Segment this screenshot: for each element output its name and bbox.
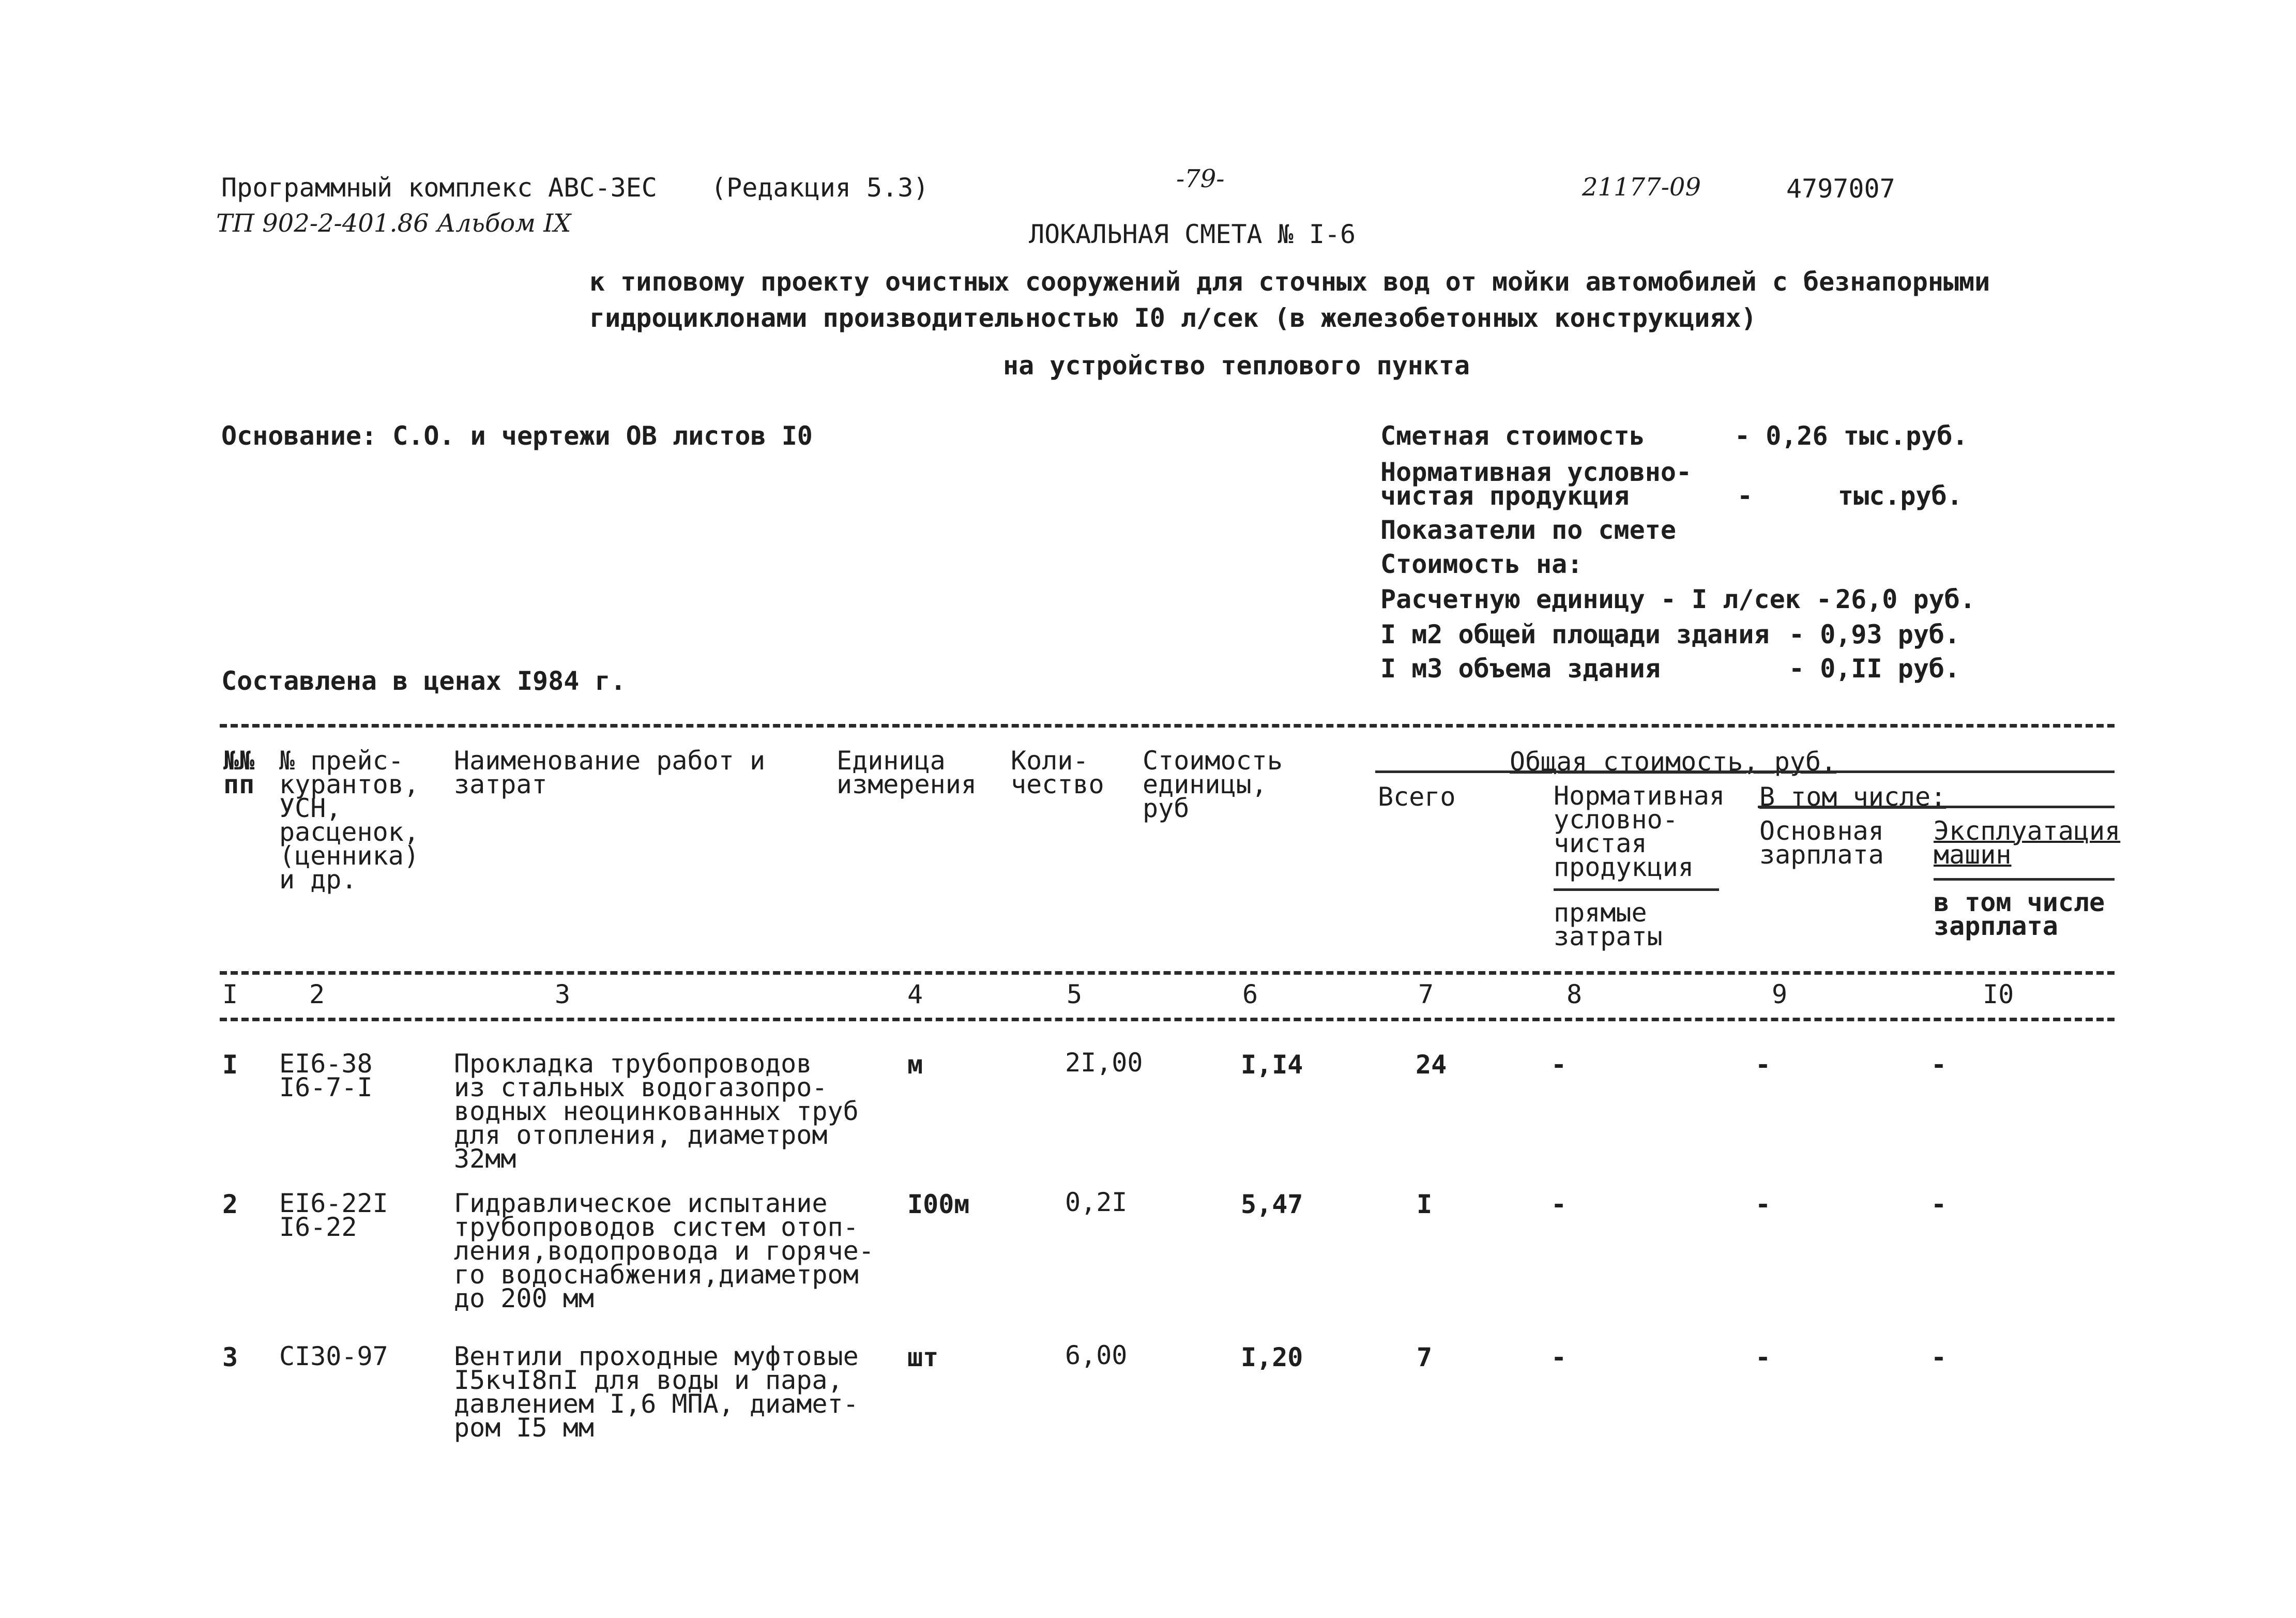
- colnum-1: I: [222, 979, 238, 1009]
- row-unit-price: I,20: [1241, 1342, 1303, 1372]
- row-number: 2: [222, 1189, 238, 1219]
- colnum-bottom-divider: [220, 1018, 2115, 1021]
- header-col-9: Основная зарплата: [1759, 816, 1884, 870]
- unit-cost-value: 26,0 руб.: [1835, 584, 1975, 614]
- colnum-5: 5: [1067, 979, 1083, 1009]
- row-code: ЕI6-38 I6-7-I: [279, 1049, 373, 1102]
- subtitle-line-1: к типовому проекту очистных сооружений для сточных вод от мойки автомобилей с безнапорными: [589, 267, 1990, 297]
- norm-unit: тыс.руб.: [1838, 481, 1963, 511]
- header-col-3: Наименование работ и затрат: [454, 746, 766, 799]
- colnum-7: 7: [1418, 979, 1434, 1009]
- indicators-label: Показатели по смете: [1380, 515, 1676, 545]
- header-col-4: Единица измерения: [837, 746, 977, 799]
- price-year: Составлена в ценах I984 г.: [221, 666, 626, 696]
- row-unit-price: I,I4: [1241, 1050, 1303, 1080]
- row-col9: -: [1755, 1189, 1771, 1219]
- header-col-10-rule: [1934, 878, 2115, 881]
- norm-label-1: Нормативная условно-: [1380, 457, 1692, 487]
- header-included-rule: [1758, 806, 2115, 808]
- colnum-9: 9: [1772, 979, 1788, 1009]
- header-col-7: Всего: [1378, 782, 1456, 812]
- row-col8: -: [1551, 1050, 1567, 1080]
- cost-label: Сметная стоимость: [1380, 421, 1645, 451]
- row-col9: -: [1755, 1050, 1771, 1080]
- row-col10: -: [1931, 1189, 1947, 1219]
- handwritten-code: 21177-09: [1582, 173, 1701, 202]
- row-total: 24: [1416, 1050, 1447, 1080]
- album-handwritten: ТП 902-2-401.86 Альбом IX: [216, 209, 571, 238]
- row-unit: м: [907, 1050, 923, 1080]
- colnum-3: 3: [555, 979, 571, 1009]
- header-total-group: Общая стоимость, руб.: [1510, 747, 1837, 777]
- edition: (Редакция 5.3): [711, 173, 929, 203]
- table-top-divider: [220, 724, 2115, 728]
- row-number: 3: [222, 1342, 238, 1372]
- area-cost-label: I м2 общей площади здания: [1380, 619, 1770, 649]
- row-col10: -: [1931, 1342, 1947, 1372]
- row-quantity: 0,2I: [1065, 1187, 1128, 1217]
- row-name: Прокладка трубопроводов из стальных водогазопро- водных неоцинкованных труб для отопления, диаметром 32мм: [454, 1049, 859, 1174]
- row-number: I: [222, 1050, 238, 1080]
- page-number: -79-: [1176, 164, 1225, 193]
- row-unit: шт: [907, 1342, 939, 1372]
- document-number: 4797007: [1786, 174, 1895, 204]
- header-col-8b: прямые затраты: [1554, 898, 1663, 951]
- colnum-6: 6: [1242, 979, 1258, 1009]
- area-cost-value: - 0,93 руб.: [1789, 619, 1960, 649]
- volume-cost-label: I м3 объема здания: [1380, 654, 1661, 684]
- basis-text: Основание: С.О. и чертежи ОВ листов I0: [221, 421, 813, 451]
- row-col8: -: [1551, 1342, 1567, 1372]
- header-col-10: Эксплуатация машин: [1934, 816, 2121, 870]
- program-name: Программный комплекс АВС-3ЕС: [221, 173, 657, 203]
- header-col-10b: в том числе зарплата: [1934, 887, 2105, 941]
- header-col-1: №№ пп: [223, 746, 255, 799]
- row-quantity: 6,00: [1065, 1340, 1128, 1370]
- row-unit-price: 5,47: [1241, 1189, 1303, 1219]
- header-col-8-rule: [1554, 888, 1719, 891]
- colnum-4: 4: [907, 979, 923, 1009]
- header-col-2: № прейс- курантов, УСН, расценок, (ценника) и др.: [279, 746, 419, 895]
- header-col-8: Нормативная условно- чистая продукция: [1554, 781, 1725, 882]
- row-unit: I00м: [907, 1189, 970, 1219]
- header-total-rule: [1375, 770, 2115, 773]
- norm-label-2: чистая продукция: [1380, 481, 1630, 511]
- colnum-2: 2: [309, 979, 325, 1009]
- header-col-5: Коли- чество: [1011, 746, 1104, 799]
- row-code: ЕI6-22I I6-22: [279, 1188, 388, 1242]
- estimate-title: ЛОКАЛЬНАЯ СМЕТА № I-6: [1029, 219, 1356, 249]
- subtitle-line-2: гидроциклонами производительностью I0 л/сек (в железобетонных конструкциях): [589, 303, 1757, 333]
- subtitle-line-3: на устройство теплового пункта: [1003, 351, 1470, 381]
- row-col9: -: [1755, 1342, 1771, 1372]
- header-included: В том числе:: [1759, 782, 1947, 812]
- cost-per-label: Стоимость на:: [1380, 549, 1583, 579]
- row-total: 7: [1417, 1342, 1433, 1372]
- colnum-10: I0: [1983, 979, 2014, 1009]
- row-quantity: 2I,00: [1065, 1048, 1143, 1078]
- cost-value: - 0,26 тыс.руб.: [1735, 421, 1968, 451]
- unit-cost-label: Расчетную единицу - I л/сек -: [1380, 584, 1832, 614]
- colnum-top-divider: [220, 971, 2115, 975]
- colnum-8: 8: [1567, 979, 1583, 1009]
- row-col8: -: [1551, 1189, 1567, 1219]
- header-col-6: Стоимость единицы, руб: [1143, 746, 1283, 823]
- row-name: Вентили проходные муфтовые I5кчI8пI для воды и пара, давлением I,6 МПА, диамет- ром I5 мм: [454, 1341, 859, 1443]
- row-name: Гидравлическое испытание трубопроводов систем отоп- ления,водопровода и горяче- го водоснабжения,диаметром до 200 мм: [454, 1188, 874, 1313]
- row-total: I: [1417, 1189, 1433, 1219]
- volume-cost-value: - 0,II руб.: [1789, 654, 1960, 684]
- norm-dash: -: [1737, 481, 1753, 511]
- row-col10: -: [1931, 1050, 1947, 1080]
- row-code: СI30-97: [279, 1341, 388, 1371]
